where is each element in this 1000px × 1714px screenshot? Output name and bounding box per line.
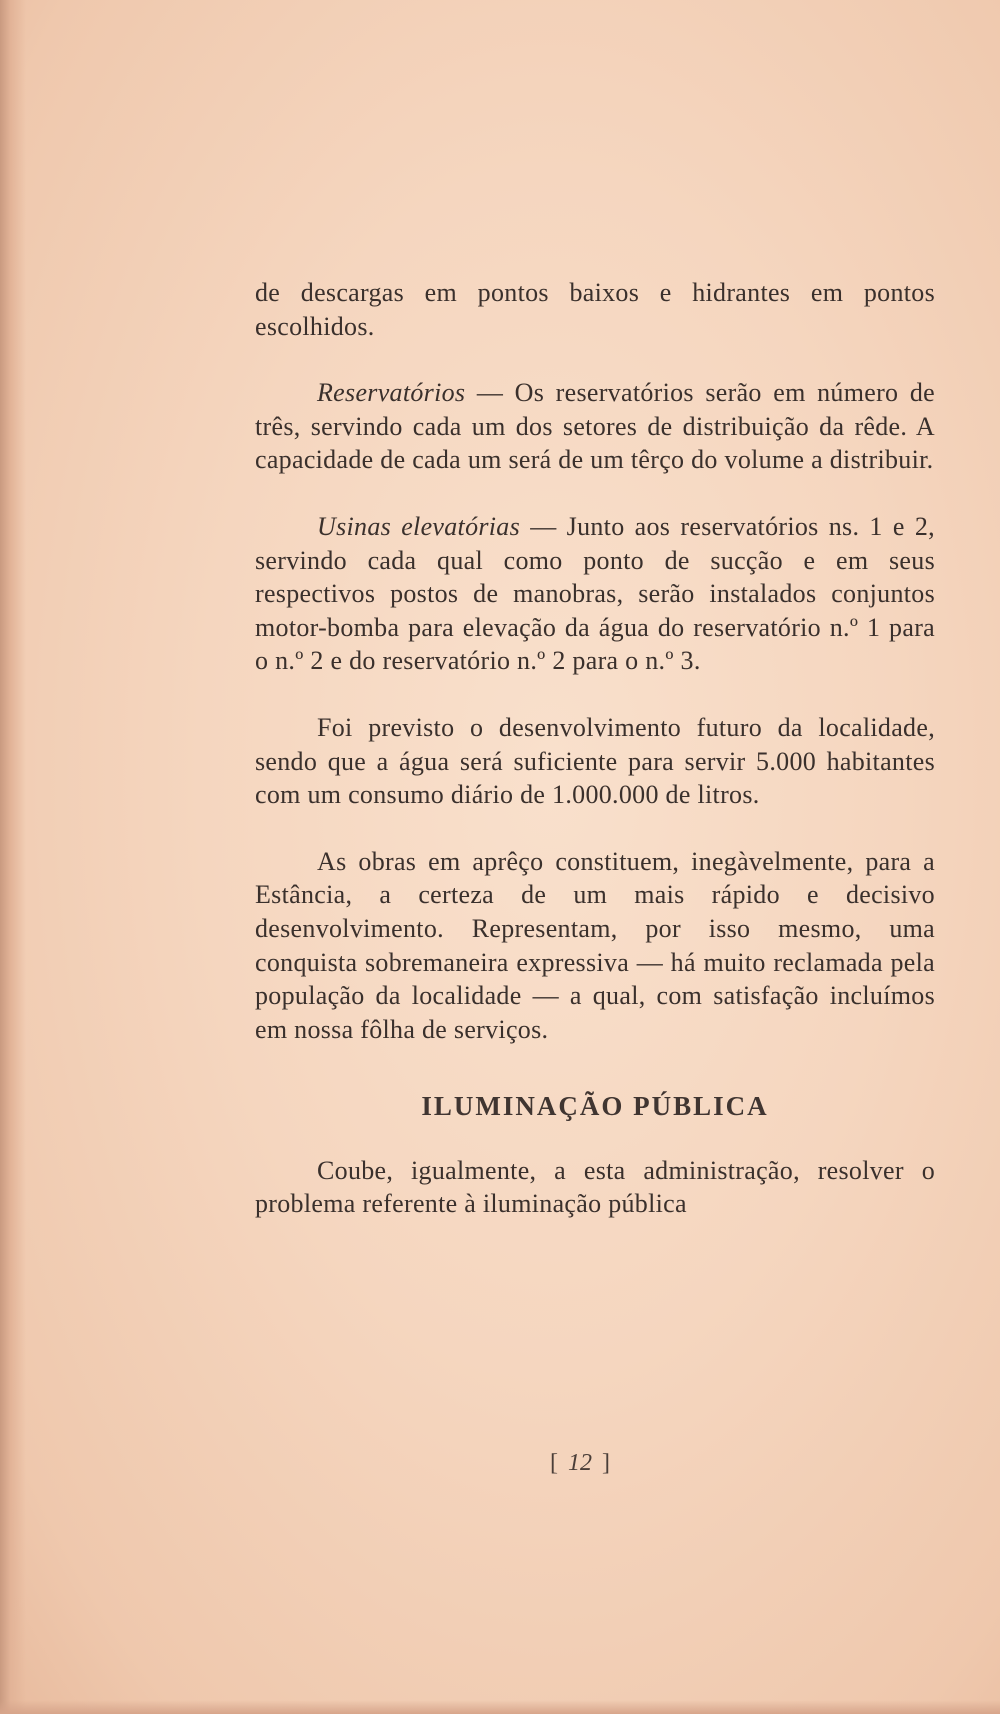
paragraph-usinas	[255, 510, 935, 678]
page-bottom-edge	[0, 1700, 1000, 1714]
paragraph-text: As obras em aprêço constituem, inegàvelmente, para a Estância, a certeza de um mais rápido e decisivo desenvolvimento. Representam, por isso mesmo, uma conquista sobremaneira expressiva — há muito reclamada pela população da localidade — a qual, com satisfação incluímos em nossa fôlha de serviços.	[255, 846, 935, 1044]
section-heading: ILUMINAÇÃO PÚBLICA	[421, 1091, 769, 1122]
paragraph-iluminacao	[255, 1154, 935, 1221]
paragraph-text: — Junto aos reservatórios ns. 1 e 2, servindo cada qual como ponto de sucção e em seus respectivos postos de manobras, serão instalados conjuntos motor-bomba para elevação da água do reservatório n.º 1 para o n.º 2 e do reservatório n.º 2 para o n.º 3.	[255, 511, 935, 676]
paragraph-continuation	[255, 276, 935, 343]
paragraph-reservatorios	[255, 376, 935, 477]
paragraph-text: de descargas em pontos baixos e hidrantes em pontos escolhidos.	[255, 278, 935, 341]
paragraph-desenvolvimento	[255, 711, 935, 812]
page-number-bracket-close: ]	[602, 1450, 610, 1476]
paragraph-lead: Usinas elevatórias	[317, 511, 521, 541]
paragraph-lead: Reservatórios	[317, 378, 466, 408]
paragraph-text: Foi previsto o desenvolvimento futuro da localidade, sendo que a água será suficiente para servir 5.000 habitantes com um consumo diário de 1.000.000 de litros.	[255, 712, 935, 810]
paragraph-text: — Os reservatórios serão em número de três, servindo cada um dos setores de distribuição da rêde. A capacidade de cada um será de um têrço do volume a distribuir.	[255, 378, 935, 475]
page-number-value: 12	[568, 1450, 592, 1476]
page-text-block	[255, 276, 935, 1254]
page-number-bracket-open: [	[550, 1450, 558, 1476]
page-number	[530, 1450, 630, 1477]
paragraph-text: Coube, igualmente, a esta administração, resolver o problema referente à iluminação pública	[255, 1155, 935, 1219]
page-gutter-shadow	[0, 0, 26, 1714]
paragraph-obras	[255, 845, 935, 1047]
